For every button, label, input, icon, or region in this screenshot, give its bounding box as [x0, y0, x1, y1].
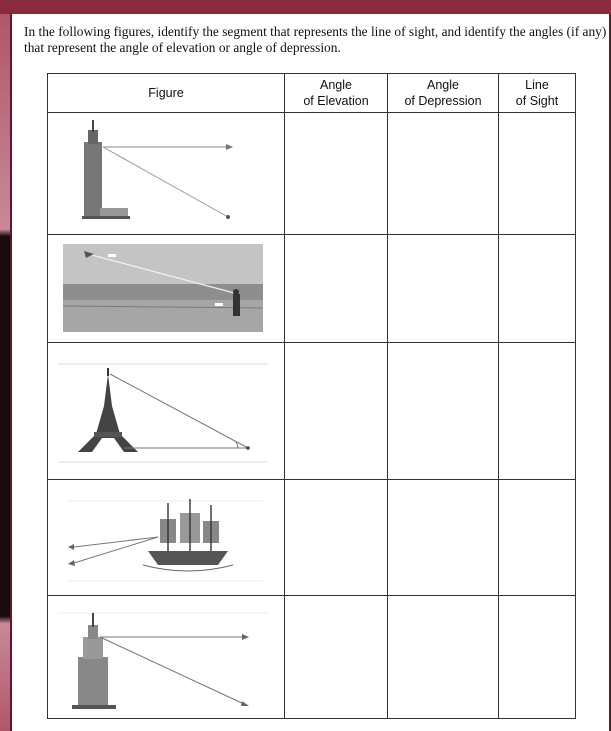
window-top-bar [0, 0, 611, 14]
window-left-edge [0, 14, 10, 731]
table-row [48, 343, 576, 480]
elevation-answer-cell[interactable] [285, 480, 388, 596]
worksheet-page [12, 14, 609, 731]
header-angle-elevation: Angle of Elevation [285, 74, 388, 113]
sight-answer-cell[interactable] [499, 235, 576, 343]
header-figure: Figure [48, 74, 285, 113]
elevation-answer-cell[interactable] [285, 235, 388, 343]
sight-answer-cell[interactable] [499, 113, 576, 235]
table-row [48, 596, 576, 719]
elevation-answer-cell[interactable] [285, 596, 388, 719]
table-row [48, 235, 576, 343]
table-row [48, 480, 576, 596]
depression-answer-cell[interactable] [388, 113, 499, 235]
figure-cell [48, 343, 285, 480]
elevation-answer-cell[interactable] [285, 113, 388, 235]
tower-icon [48, 114, 284, 234]
sight-answer-cell[interactable] [499, 343, 576, 480]
header-line-of-sight: Line of Sight [499, 74, 576, 113]
figure-cell [48, 113, 285, 235]
sight-answer-cell[interactable] [499, 480, 576, 596]
header-angle-depression: Angle of Depression [388, 74, 499, 113]
figure-cell [48, 235, 285, 343]
figure-cell [48, 480, 285, 596]
header-row [48, 74, 576, 113]
depression-answer-cell[interactable] [388, 596, 499, 719]
elevation-answer-cell[interactable] [285, 343, 388, 480]
depression-answer-cell[interactable] [388, 235, 499, 343]
worksheet-table [47, 73, 576, 719]
beach-kite-icon [48, 236, 284, 342]
instructions-text: In the following figures, identify the segment that represents the line of sight, and identify the angles (if any) that represent the angle of elevation or angle of depression. [24, 24, 607, 55]
table-row [48, 113, 576, 235]
depression-answer-cell[interactable] [388, 343, 499, 480]
ship-icon [48, 481, 284, 595]
skyscraper-icon [48, 597, 284, 718]
depression-answer-cell[interactable] [388, 480, 499, 596]
figure-cell [48, 596, 285, 719]
eiffel-tower-icon [48, 344, 284, 479]
sight-answer-cell[interactable] [499, 596, 576, 719]
